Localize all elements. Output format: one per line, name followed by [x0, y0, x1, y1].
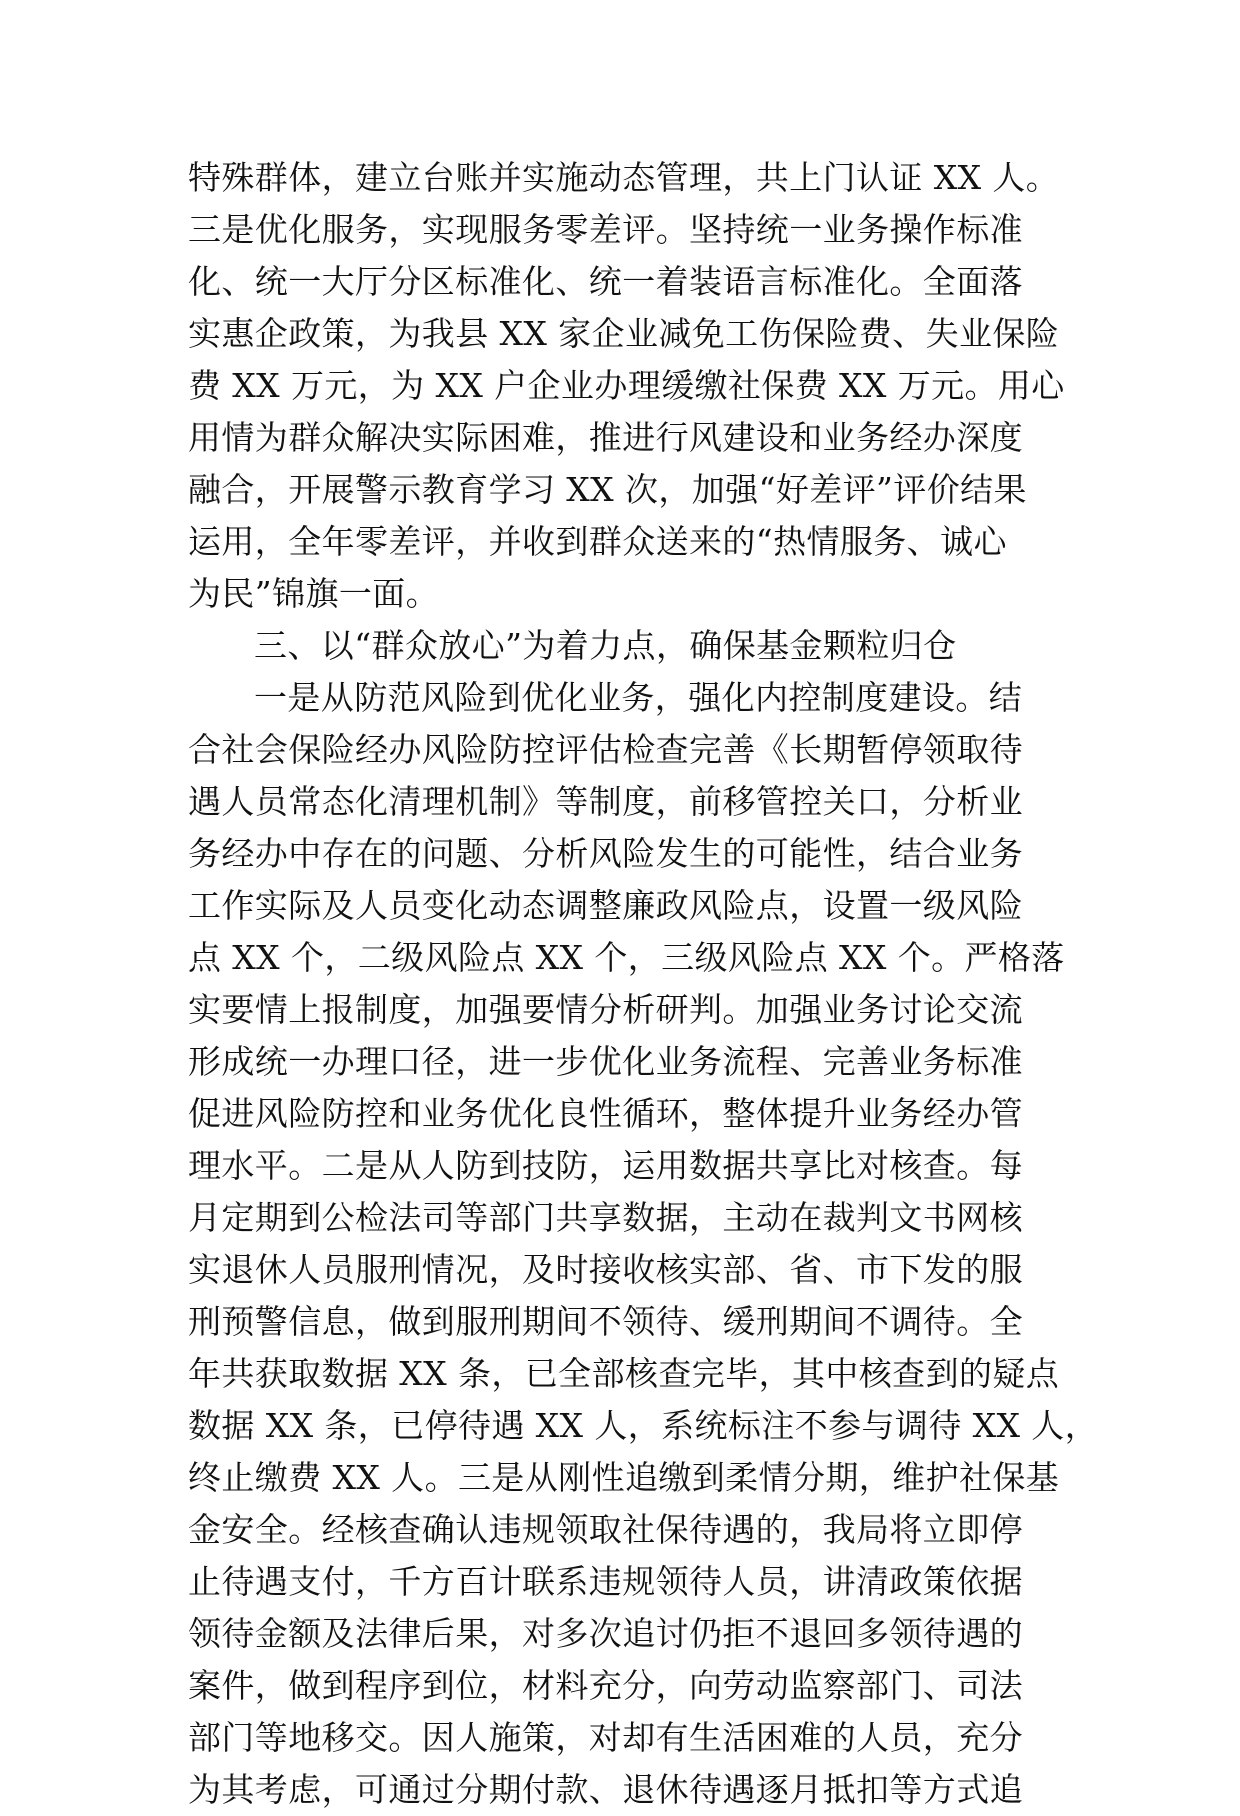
text-line: 工作实际及人员变化动态调整廉政风险点，设置一级风险	[188, 886, 1023, 925]
text-line: 合社会保险经办风险防控评估检查完善《长期暂停领取待	[188, 730, 1023, 769]
text-line: 三、以“群众放心”为着力点，确保基金颗粒归仓	[254, 626, 957, 665]
text-line: 数据 XX 条，已停待遇 XX 人，系统标注不参与调待 XX 人，	[188, 1406, 1099, 1445]
text-line: 终止缴费 XX 人。三是从刚性追缴到柔情分期，维护社保基	[188, 1458, 1060, 1497]
text-line: 务经办中存在的问题、分析风险发生的可能性，结合业务	[188, 834, 1023, 873]
text-line: 理水平。二是从人防到技防，运用数据共享比对核查。每	[188, 1146, 1023, 1185]
text-line: 月定期到公检法司等部门共享数据，主动在裁判文书网核	[188, 1198, 1023, 1237]
text-line: 止待遇支付，千方百计联系违规领待人员，讲清政策依据	[188, 1562, 1023, 1601]
text-line: 费 XX 万元，为 XX 户企业办理缓缴社保费 XX 万元。用心	[188, 366, 1065, 405]
text-line: 促进风险防控和业务优化良性循环，整体提升业务经办管	[188, 1094, 1023, 1133]
text-line: 点 XX 个，二级风险点 XX 个，三级风险点 XX 个。严格落	[188, 938, 1065, 977]
text-line: 部门等地移交。因人施策，对却有生活困难的人员，充分	[188, 1718, 1023, 1757]
text-line: 实退休人员服刑情况，及时接收核实部、省、市下发的服	[188, 1250, 1023, 1289]
document-body	[188, 152, 1099, 1816]
text-line: 领待金额及法律后果，对多次追讨仍拒不退回多领待遇的	[188, 1614, 1023, 1653]
text-line: 特殊群体，建立台账并实施动态管理，共上门认证 XX 人。	[188, 158, 1060, 197]
text-line: 为其考虑，可通过分期付款、退休待遇逐月抵扣等方式追	[188, 1770, 1023, 1809]
text-line: 融合，开展警示教育学习 XX 次，加强“好差评”评价结果	[188, 470, 1027, 509]
text-line: 案件，做到程序到位，材料充分，向劳动监察部门、司法	[188, 1666, 1023, 1705]
text-line: 实惠企政策，为我县 XX 家企业减免工伤保险费、失业保险	[188, 314, 1060, 353]
text-line: 一是从防范风险到优化业务，强化内控制度建设。结	[254, 678, 1023, 717]
text-line: 用情为群众解决实际困难，推进行风建设和业务经办深度	[188, 418, 1023, 457]
text-line: 为民”锦旗一面。	[188, 574, 440, 613]
text-line: 三是优化服务，实现服务零差评。坚持统一业务操作标准	[188, 210, 1023, 249]
text-line: 年共获取数据 XX 条，已全部核查完毕，其中核查到的疑点	[188, 1354, 1060, 1393]
text-line: 化、统一大厅分区标准化、统一着装语言标准化。全面落	[188, 262, 1023, 301]
text-line: 刑预警信息，做到服刑期间不领待、缓刑期间不调待。全	[188, 1302, 1023, 1341]
text-line: 实要情上报制度，加强要情分析研判。加强业务讨论交流	[188, 990, 1023, 1029]
text-line: 运用，全年零差评，并收到群众送来的“热情服务、诚心	[188, 522, 1007, 561]
text-line: 形成统一办理口径，进一步优化业务流程、完善业务标准	[188, 1042, 1023, 1081]
text-line: 金安全。经核查确认违规领取社保待遇的，我局将立即停	[188, 1510, 1023, 1549]
text-line: 遇人员常态化清理机制》等制度，前移管控关口，分析业	[188, 782, 1023, 821]
